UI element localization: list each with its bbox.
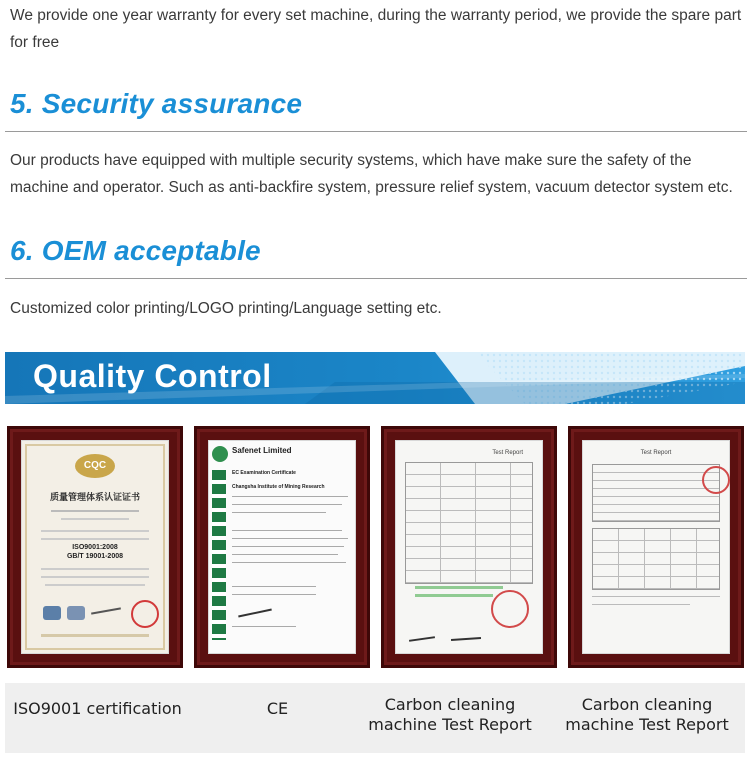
- banner-title: Quality Control: [33, 358, 272, 394]
- warranty-text: We provide one year warranty for every set machine, during the warranty period, we provide the spare part for free: [10, 7, 742, 51]
- certificate-standard: ISO9001:2008: [72, 544, 118, 551]
- red-seal-icon: [131, 600, 159, 628]
- cqc-logo: CQC: [75, 454, 115, 478]
- certificate-frame-test-report-1: [381, 426, 557, 668]
- divider: [5, 131, 747, 132]
- certificate-holder: Changsha Institute of Mining Research: [232, 484, 325, 490]
- certificate-gallery: [5, 426, 745, 668]
- signature: [451, 637, 481, 641]
- report-title: Test Report: [492, 450, 523, 456]
- caption-iso9001: ISO9001 certification: [13, 699, 182, 718]
- red-seal-icon: [491, 590, 529, 628]
- caption-ce: CE: [266, 699, 289, 718]
- red-seal-icon: [702, 466, 730, 494]
- quality-control-banner: [5, 352, 745, 404]
- test-report-document: [395, 440, 543, 654]
- certificate-document: [208, 440, 356, 654]
- security-heading: 5. Security assurance: [10, 88, 303, 119]
- iaf-logo: [67, 606, 85, 620]
- certificate-frame-ce: [194, 426, 370, 668]
- certificate-title: EC Examination Certificate: [232, 470, 296, 476]
- accreditation-logo: [43, 606, 61, 620]
- certificate-issuer: Safenet Limited: [232, 446, 292, 455]
- security-text: Our products have equipped with multiple security systems, which have make sure the safety of the machine and operator. Such as anti-backfire system, pressure relief system, vacuum detector system etc.: [10, 152, 733, 196]
- certificate-title: 质量管理体系认证证书: [49, 493, 140, 503]
- report-table: [405, 462, 533, 584]
- oem-heading: 6. OEM acceptable: [10, 235, 261, 266]
- caption-strip: [5, 683, 745, 753]
- certificate-standard-2: GB/T 19001-2008: [66, 553, 124, 560]
- certificate-frame-iso: [7, 426, 183, 668]
- test-report-document: [582, 440, 730, 654]
- caption-test-report-1: Carbon cleaning machine Test Report: [368, 695, 532, 734]
- side-strip: [212, 470, 226, 640]
- report-header-table: [592, 464, 720, 522]
- report-table: [592, 528, 720, 590]
- certificate-document: [21, 440, 169, 654]
- signature: [238, 608, 272, 617]
- certificate-frame-test-report-2: [568, 426, 744, 668]
- safenet-logo: [212, 446, 228, 462]
- report-title: Test Report: [640, 450, 672, 456]
- caption-test-report-2: Carbon cleaning machine Test Report: [565, 695, 729, 734]
- divider: [5, 278, 747, 279]
- signature: [409, 636, 435, 642]
- oem-text: Customized color printing/LOGO printing/Language setting etc.: [10, 300, 442, 317]
